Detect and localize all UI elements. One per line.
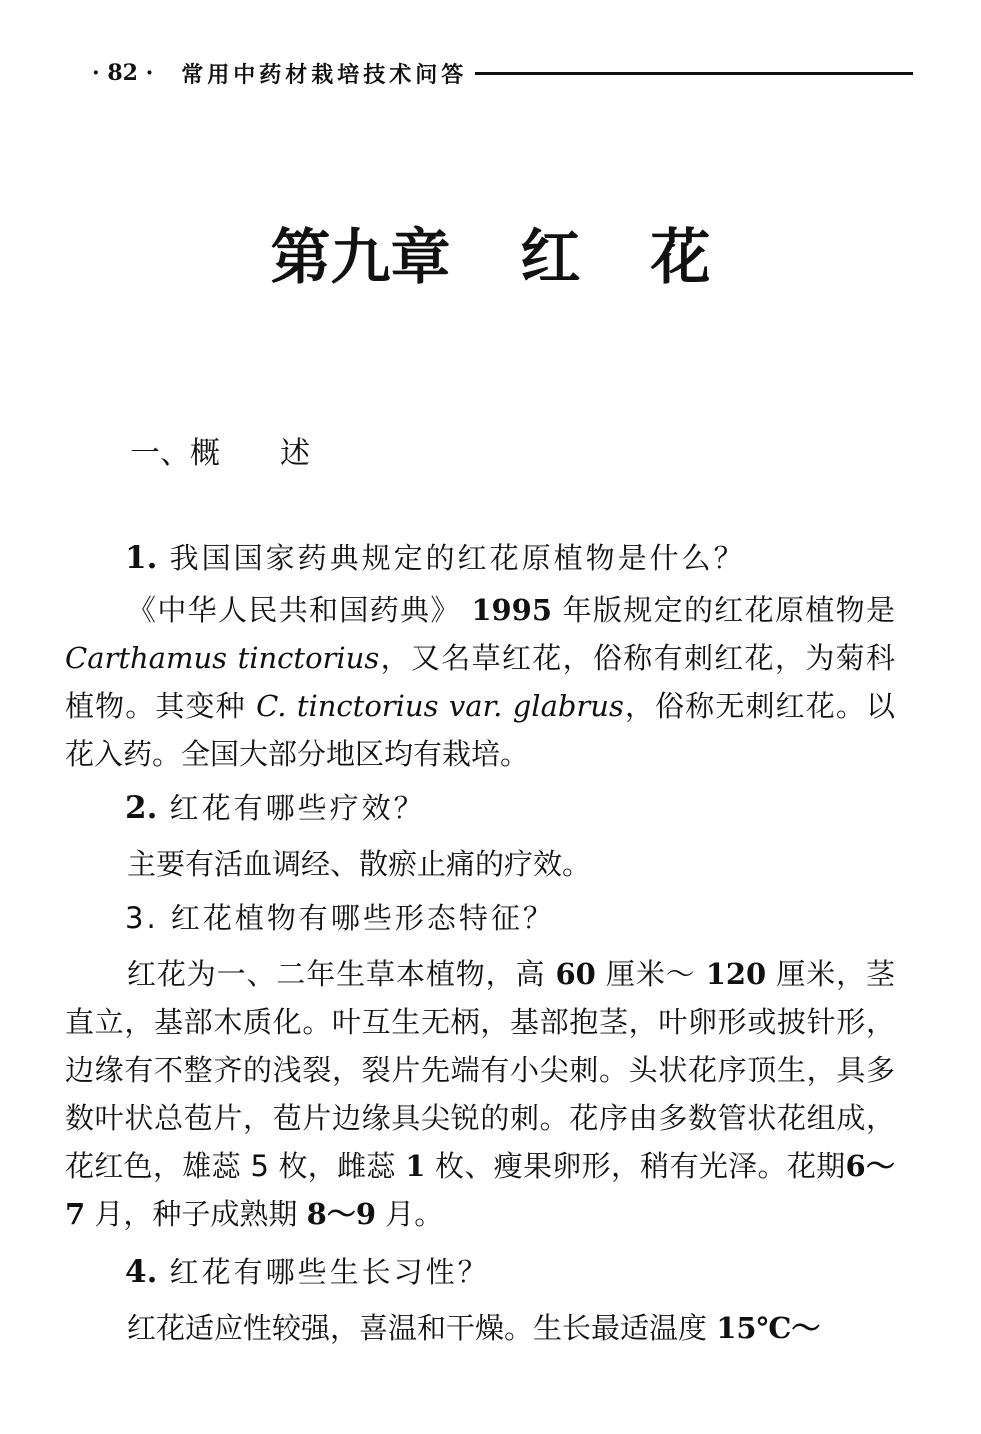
answer-text: 月。 [385,1197,444,1231]
page-number: · 82 · [92,60,154,86]
answer-1 [65,586,895,778]
answer-text: 红花为一、二年生草本植物，高 [127,957,546,991]
question-number: 4. [125,1254,158,1290]
seed-maturity-period: 8～9 [306,1197,376,1231]
question-1 [125,534,746,582]
latin-name: Carthamus tinctorius [65,641,380,675]
chapter-title [0,218,981,298]
answer-4 [127,1304,907,1352]
answer-text: 月，种子成熟期 [94,1197,298,1231]
chapter-name-char-1: 红 [520,223,581,293]
year-value: 1995 [471,593,553,627]
question-4 [125,1248,490,1296]
header-rule [475,72,913,75]
question-number: 1. [125,540,158,576]
answer-text: 年版规定的红花原植物是 [562,593,895,627]
flowering-period: 6～7 [65,1149,895,1231]
question-number: 2. [125,790,158,826]
answer-text: ，又名草红花，俗称有刺红花，为菊科植物。其变种 [65,641,895,723]
question-text: 红花有哪些生长习性？ [169,1255,490,1289]
running-title: 常用中药材栽培技术问答 [181,61,468,88]
answer-paragraph [65,586,895,778]
question-number: 3. [125,901,159,935]
section-heading: 一、概 述 [130,436,310,471]
question-text: 我国国家药典规定的红花原植物是什么？ [169,541,746,575]
question-2 [125,784,426,832]
chapter-number: 第九章 [270,223,451,293]
height-max: 120 [705,957,767,991]
pistil-count: 1 [405,1149,426,1183]
answer-text: 《中华人民共和国药典》 [127,593,461,627]
page-header [92,58,913,88]
answer-2: 主要有活血调经、散瘀止痛的疗效。 [127,847,592,881]
question-3 [125,894,555,942]
answer-text: 厘米，茎直立，基部木质化。叶互生无柄，基部抱茎，叶卵形或披针形，边缘有不整齐的浅裂，裂片先端有小尖刺。头状花序顶生，具多数叶状总苞片，苞片边缘具尖锐的刺。花序由多数管状花组成，花红色，雄蕊 [65,957,896,1183]
height-min: 60 [555,957,596,991]
answer-text: 枚，雌蕊 [278,1149,396,1183]
answer-text: 红花适应性较强，喜温和干燥。生长最适温度 [127,1311,708,1345]
answer-paragraph [65,950,895,1238]
answer-text: 枚、瘦果卵形，稍有光泽。花期 [435,1149,846,1183]
chapter-name-char-2: 花 [650,223,711,293]
answer-text: 厘米～ [605,957,696,991]
question-text: 红花有哪些疗效？ [169,791,426,825]
question-text: 红花植物有哪些形态特征？ [170,901,555,935]
answer-text: ，俗称无刺红花。以花入药。全国大部分地区均有栽培。 [65,689,895,771]
temperature-value: 15℃～ [716,1311,821,1345]
answer-3 [65,950,895,1238]
latin-variety-name: C. tinctorius var. glabrus [256,689,624,723]
stamen-count: 5 [250,1149,269,1183]
